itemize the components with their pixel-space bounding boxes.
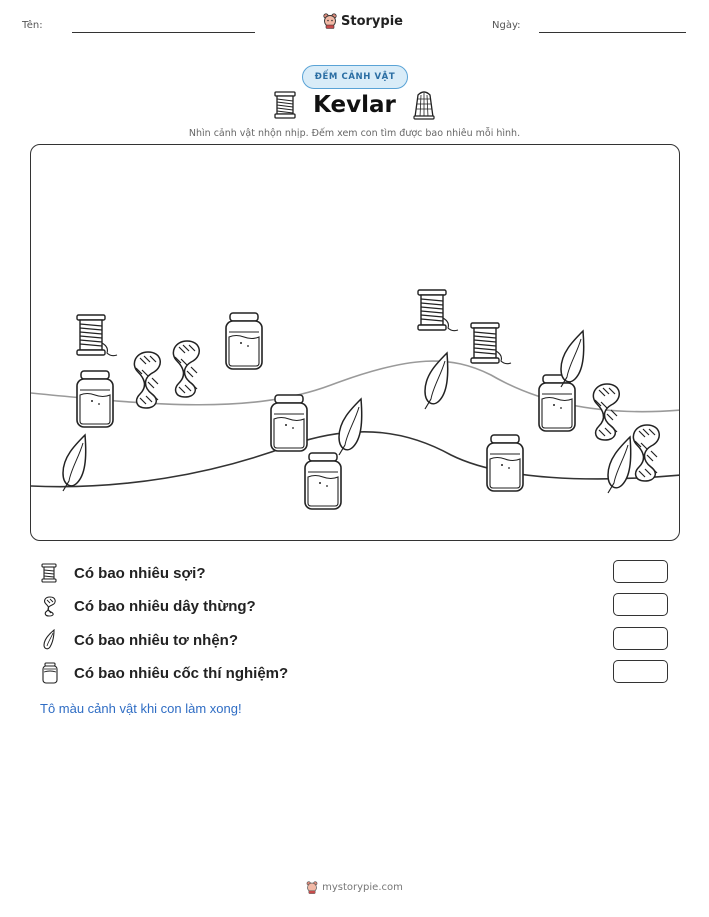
answer-box[interactable] xyxy=(613,627,668,650)
rope-icon xyxy=(633,425,659,481)
silk-icon xyxy=(561,331,584,387)
rope-icon xyxy=(593,384,619,440)
silk-icon xyxy=(40,629,60,651)
spool-icon xyxy=(471,323,511,364)
beaker-icon xyxy=(305,453,341,509)
silk-icon xyxy=(339,399,362,455)
counting-scene xyxy=(30,144,680,541)
brand-name: Storypie xyxy=(341,13,403,29)
activity-badge: ĐẾM CẢNH VẬT xyxy=(302,65,408,89)
rope-icon xyxy=(134,352,160,408)
name-line[interactable] xyxy=(72,32,255,33)
thimble-title-icon xyxy=(412,89,436,121)
answer-box[interactable] xyxy=(613,560,668,583)
name-label: Tên: xyxy=(22,20,43,31)
beaker-icon xyxy=(226,313,262,369)
bear-icon xyxy=(323,13,337,29)
bear-icon xyxy=(306,881,318,894)
spool-icon xyxy=(40,562,60,584)
answer-box[interactable] xyxy=(613,593,668,616)
brand-logo xyxy=(323,13,403,29)
date-label: Ngày: xyxy=(492,20,521,31)
question-text: Có bao nhiêu cốc thí nghiệm? xyxy=(74,664,289,682)
beaker-icon xyxy=(271,395,307,451)
rope-icon xyxy=(40,595,60,617)
question-row xyxy=(40,593,670,619)
instructions-text: Nhìn cảnh vật nhộn nhịp. Đếm xem con tìm được bao nhiêu mỗi hình. xyxy=(188,128,521,139)
footer xyxy=(0,881,709,894)
beaker-icon xyxy=(40,662,60,684)
silk-icon xyxy=(63,435,86,491)
question-text: Có bao nhiêu tơ nhện? xyxy=(74,631,238,649)
rope-icon xyxy=(173,341,199,397)
question-row xyxy=(40,660,670,686)
silk-icon xyxy=(608,437,631,493)
scene-illustration xyxy=(31,145,680,541)
beaker-icon xyxy=(539,375,575,431)
footer-url: mystorypie.com xyxy=(322,882,403,893)
beaker-icon xyxy=(77,371,113,427)
spool-icon xyxy=(418,290,458,331)
page-title: Kevlar xyxy=(313,92,396,118)
question-text: Có bao nhiêu sợi? xyxy=(74,564,206,582)
question-row xyxy=(40,560,670,586)
answer-box[interactable] xyxy=(613,660,668,683)
question-text: Có bao nhiêu dây thừng? xyxy=(74,597,256,615)
date-line[interactable] xyxy=(539,32,686,33)
question-row xyxy=(40,627,670,653)
coloring-instruction: Tô màu cảnh vật khi con làm xong! xyxy=(40,701,242,716)
beaker-icon xyxy=(487,435,523,491)
spool-icon xyxy=(77,315,117,356)
